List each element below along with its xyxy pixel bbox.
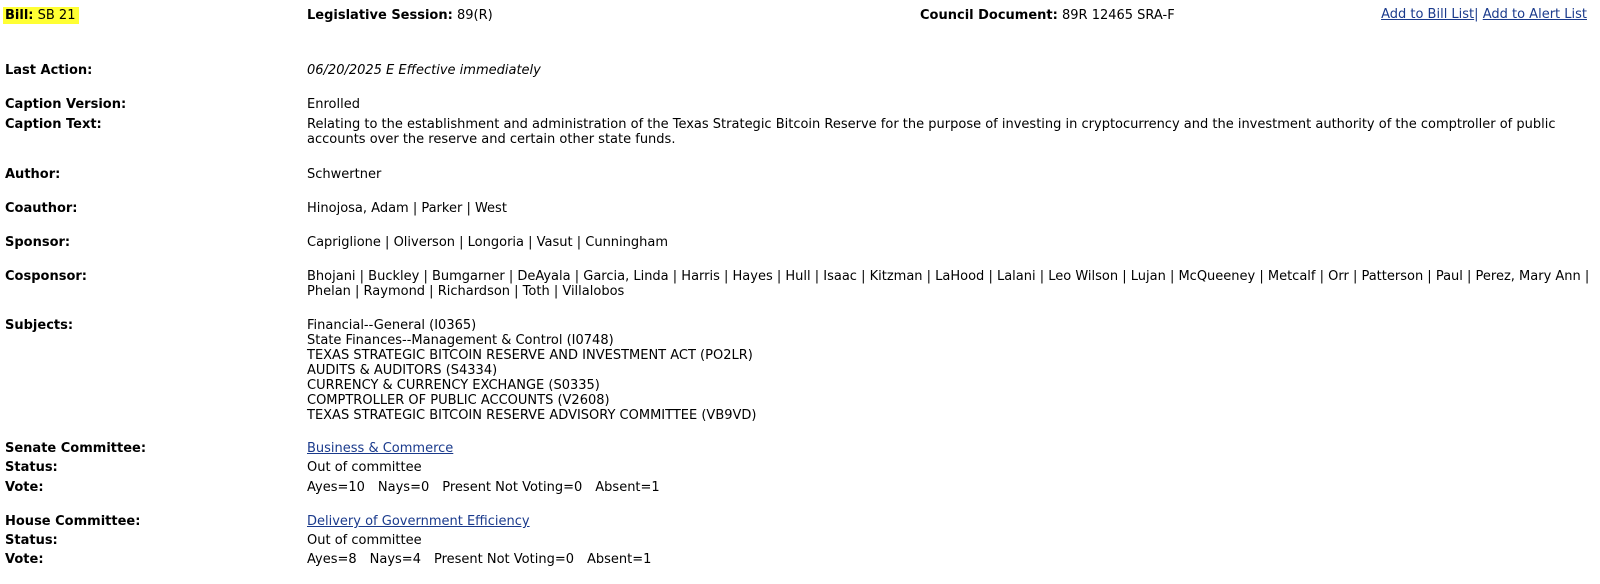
subject-item: AUDITS & AUDITORS (S4334)	[307, 363, 498, 378]
subject-item: CURRENCY & CURRENCY EXCHANGE (S0335)	[307, 378, 600, 393]
council-value: 89R 12465 SRA-F	[1061, 8, 1175, 23]
house-nays: Nays=4	[369, 552, 421, 567]
link-separator: |	[1474, 7, 1479, 22]
bill-label: Bill:	[5, 8, 34, 23]
house-vote-label: Vote:	[5, 552, 44, 567]
house-vote-tally	[307, 552, 664, 567]
subject-item: State Finances--Management & Control (I0748)	[307, 333, 614, 348]
subjects-list	[307, 318, 756, 423]
session-label: Legislative Session:	[307, 8, 453, 23]
legislative-session	[307, 8, 493, 23]
subject-item: TEXAS STRATEGIC BITCOIN RESERVE AND INVESTMENT ACT (PO2LR)	[307, 348, 753, 363]
subject-item: Financial--General (I0365)	[307, 318, 477, 333]
cosponsor-label: Cosponsor:	[5, 269, 87, 284]
last-action-value: 06/20/2025 E Effective immediately	[307, 63, 541, 78]
senate-status-label: Status:	[5, 460, 58, 475]
caption-version-value: Enrolled	[307, 97, 360, 112]
session-value: 89(R)	[456, 8, 493, 23]
senate-absent: Absent=1	[595, 480, 660, 495]
add-to-alert-list-link[interactable]: Add to Alert List	[1482, 7, 1587, 22]
subject-item: COMPTROLLER OF PUBLIC ACCOUNTS (V2608)	[307, 393, 610, 408]
council-label: Council Document:	[920, 8, 1058, 23]
senate-committee-link[interactable]: Business & Commerce	[307, 441, 454, 456]
last-action-label: Last Action:	[5, 63, 93, 78]
author-value: Schwertner	[307, 167, 382, 182]
caption-version-label: Caption Version:	[5, 97, 127, 112]
bill-value: SB 21	[37, 8, 76, 23]
house-present-not-voting: Present Not Voting=0	[433, 552, 574, 567]
caption-text-value: Relating to the establishment and administration of the Texas Strategic Bitcoin Reserve for the purpose of investing in cryptocurrency and the investment authority of the comptroller of public accounts over the reserve and certain other state funds.	[307, 117, 1556, 147]
house-committee-label: House Committee:	[5, 514, 141, 529]
senate-committee-label: Senate Committee:	[5, 441, 147, 456]
senate-present-not-voting: Present Not Voting=0	[442, 480, 583, 495]
cosponsor-value: Bhojani | Buckley | Bumgarner | DeAyala | Garcia, Linda | Harris | Hayes | Hull | Isaac | Kitzman | LaHood | Lalani | Leo Wilson | Lujan | McQueeney | Metcalf | Orr | Patterson | Paul | Perez, Mary Ann | Phelan | Raymond | Richardson | Toth | Villalobos	[307, 269, 1590, 299]
senate-ayes: Ayes=10	[307, 480, 365, 495]
coauthor-label: Coauthor:	[5, 201, 78, 216]
senate-vote-label: Vote:	[5, 480, 44, 495]
coauthor-value: Hinojosa, Adam | Parker | West	[307, 201, 507, 216]
house-status-label: Status:	[5, 533, 58, 548]
council-document	[920, 8, 1175, 23]
senate-nays: Nays=0	[377, 480, 430, 495]
subjects-label: Subjects:	[5, 318, 74, 333]
house-ayes: Ayes=8	[307, 552, 357, 567]
subject-item: TEXAS STRATEGIC BITCOIN RESERVE ADVISORY COMMITTEE (VB9VD)	[307, 408, 757, 423]
sponsor-label: Sponsor:	[5, 235, 71, 250]
list-actions	[1381, 7, 1587, 22]
caption-text-label: Caption Text:	[5, 117, 102, 132]
sponsor-value: Capriglione | Oliverson | Longoria | Vasut | Cunningham	[307, 235, 669, 250]
add-to-bill-list-link[interactable]: Add to Bill List	[1381, 7, 1475, 22]
house-status-value: Out of committee	[307, 533, 422, 548]
bill-id-badge	[3, 7, 79, 24]
senate-vote-tally	[307, 480, 673, 495]
house-absent: Absent=1	[587, 552, 652, 567]
author-label: Author:	[5, 167, 61, 182]
house-committee-link[interactable]: Delivery of Government Efficiency	[307, 514, 530, 529]
senate-status-value: Out of committee	[307, 460, 422, 475]
